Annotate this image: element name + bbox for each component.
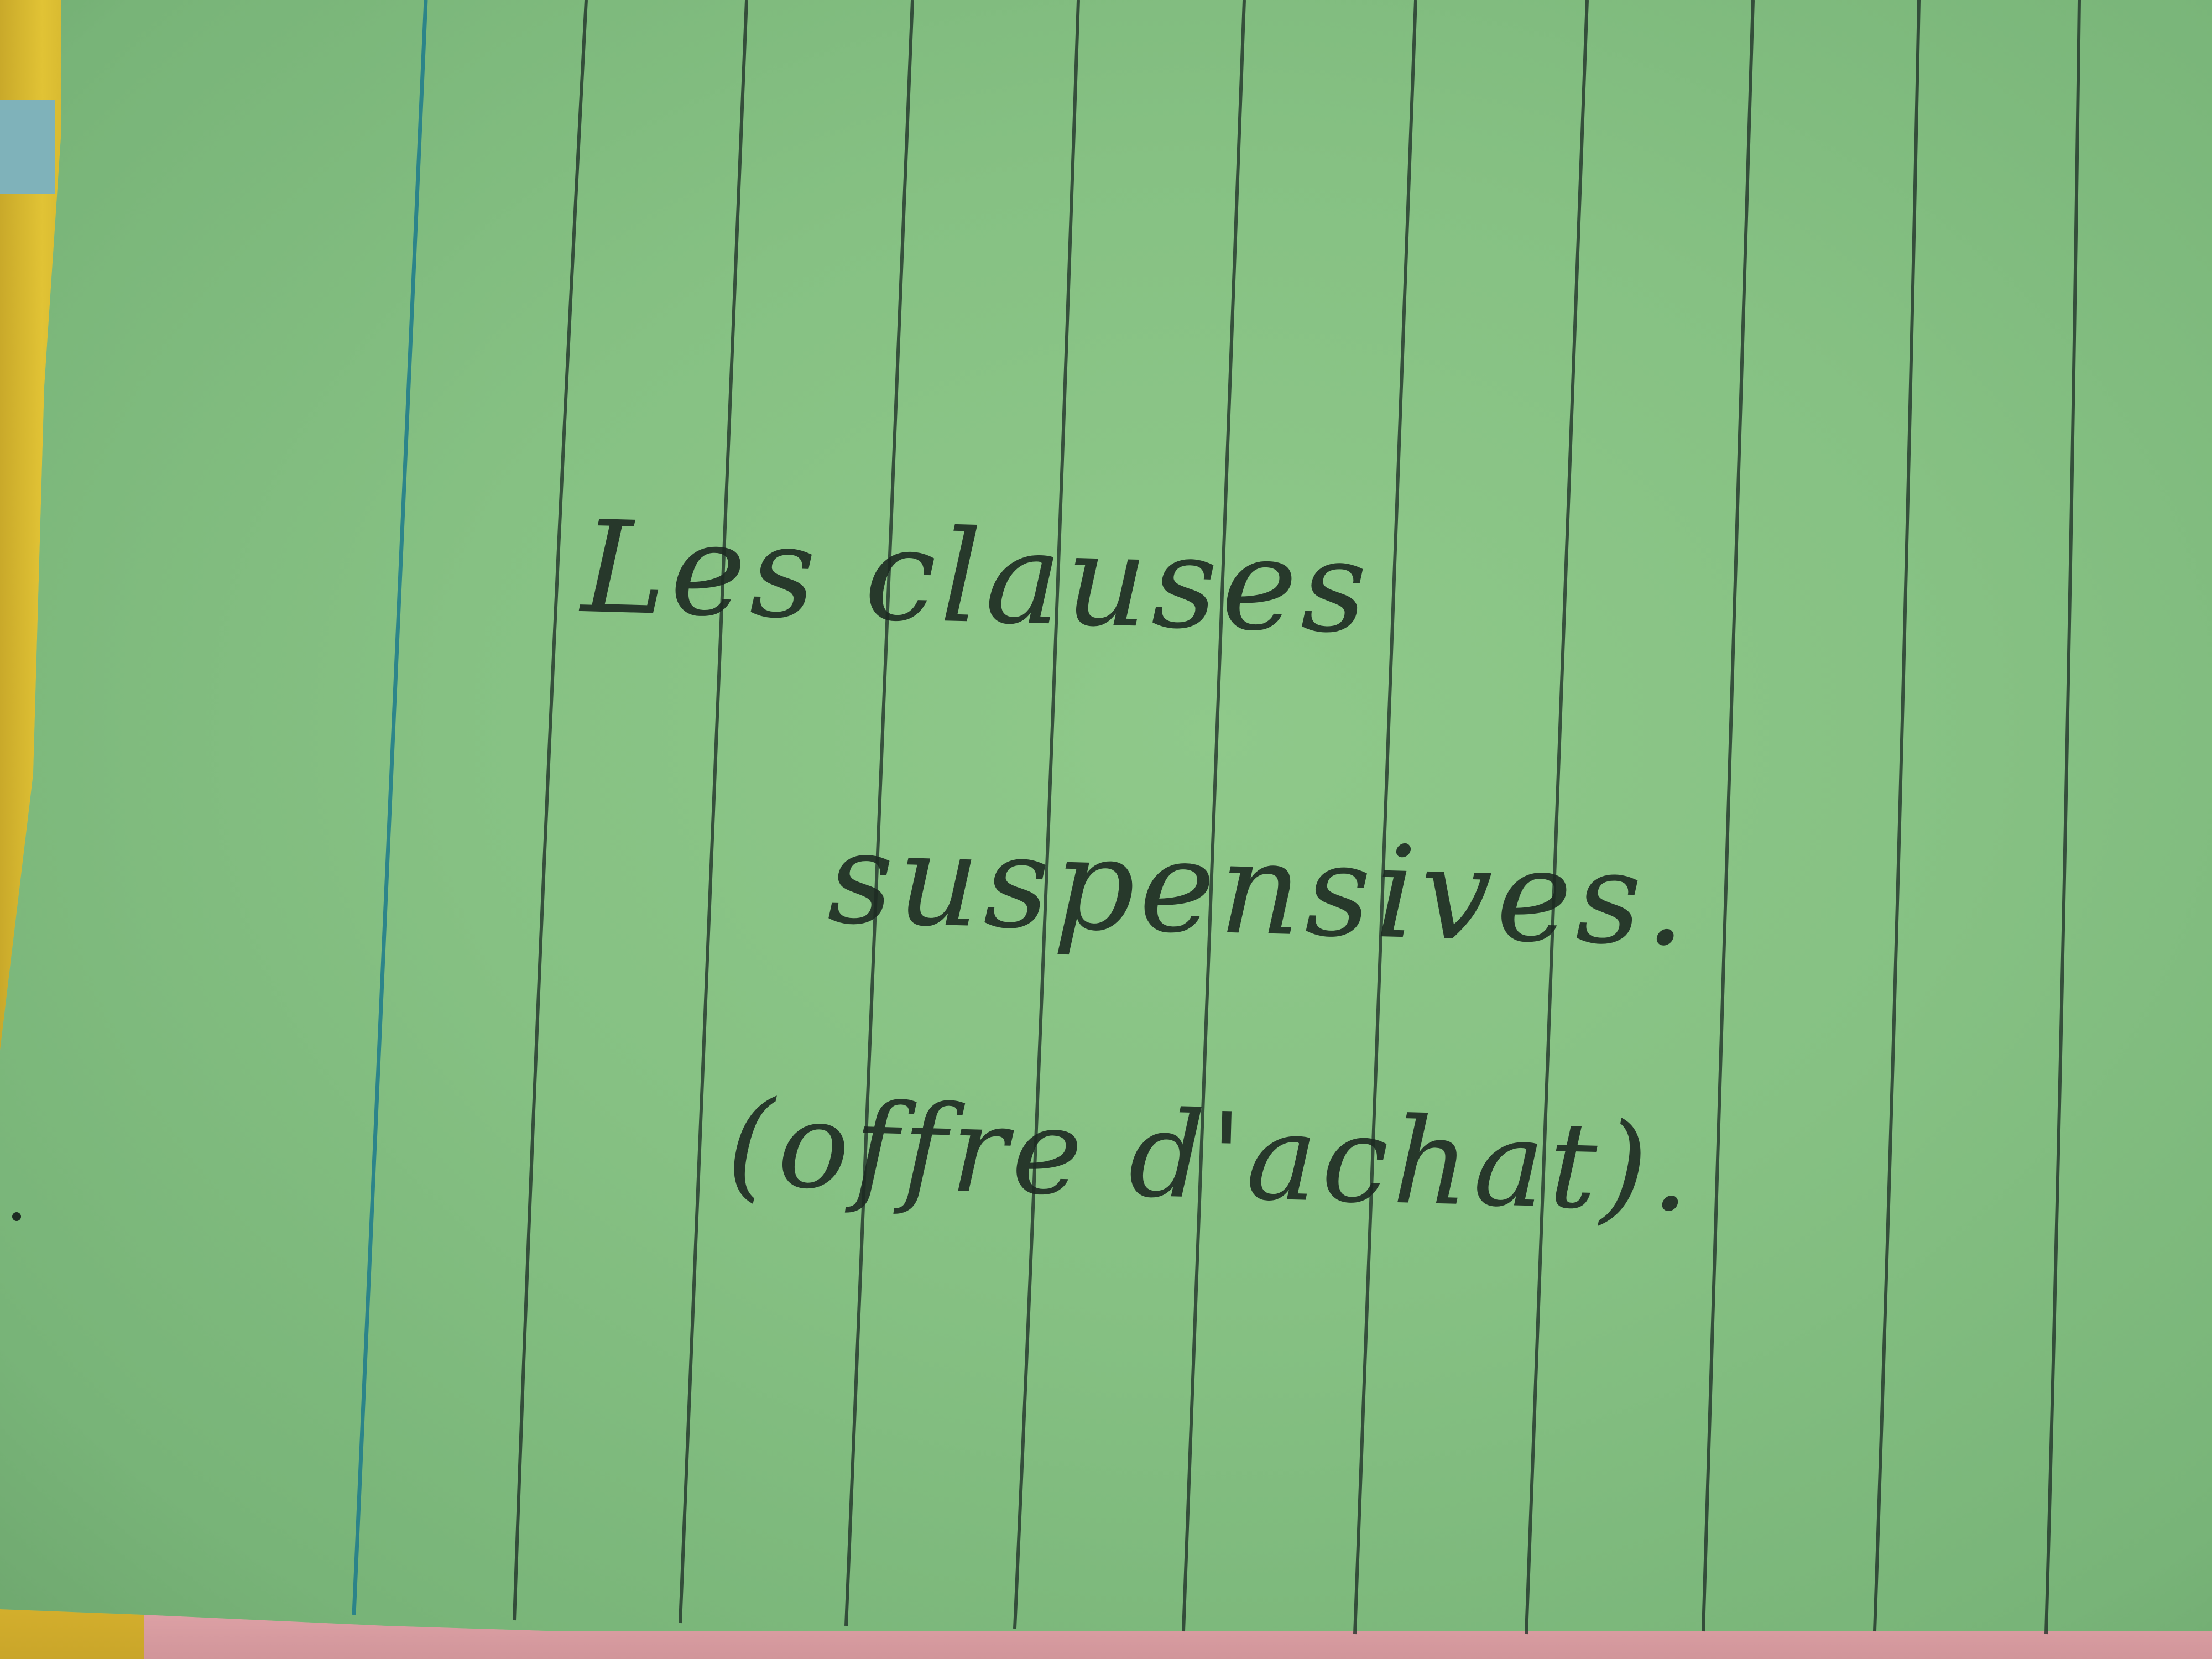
note-line-1: Les clauses (580, 494, 1373, 662)
note-line-2: suspensives. (826, 804, 1693, 975)
pen-dot (12, 1212, 21, 1221)
note-line-3: (offre d'achat). (725, 1074, 1697, 1239)
